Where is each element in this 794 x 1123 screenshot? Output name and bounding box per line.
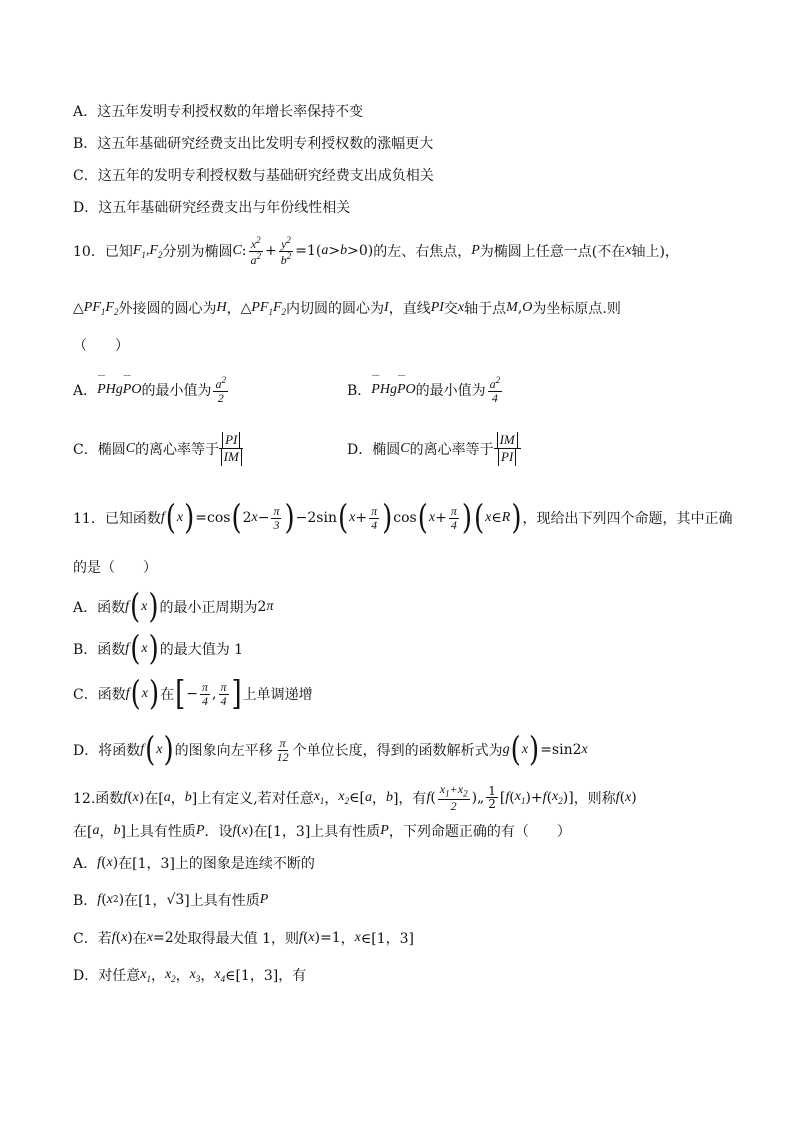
- q10-stem-line1: 10．已知 $F_1,F_2$ 分别为椭圆 C : $\frac{x^2}{a^2}$ + $\frac{y^2}{b^2}$ =1( a > b >0) 的左、右焦点， P 为椭圆上任意一点(不在 x 轴上)，: [73, 235, 679, 267]
- q10-text: 的离心率等于: [409, 441, 494, 458]
- math-vector-po: ⌣⌣ PO: [397, 382, 416, 398]
- q12-text: ∈[1，3]，有: [225, 968, 307, 984]
- q12-text: ，则称: [573, 790, 616, 807]
- q9-option-b-text: B．这五年基础研究经费支出比发明专利授权数的涨幅更大: [73, 136, 434, 152]
- q11-option-c: C．函数 f ( x ) 在 [ − $\frac{\pi}{4}$ , $\frac{\pi}{4}$ ] 上单调递增: [73, 674, 313, 714]
- q9-option-d-text: D．这五年基础研究经费支出与年份线性相关: [73, 200, 351, 216]
- q12-option-label: D．对任意: [73, 968, 141, 984]
- q10-option-b: B． ⌣⌣ PH g ⌣⌣ PO 的最小值为 $\frac{a^2}{4}$: [347, 376, 504, 404]
- math-fraction: $\frac{x_1+x_2}{2}$: [439, 782, 468, 813]
- q10-text: 内切圆的圆心为: [286, 301, 385, 317]
- q11-text: 上单调递增: [242, 687, 313, 704]
- q10-text: 的离心率等于: [135, 441, 220, 458]
- q12-text: 在: [132, 931, 147, 947]
- q10-option-d: D．椭圆 C 的离心率等于 $\frac{IM}{PI}$: [347, 432, 521, 466]
- q12-text: ，下列命题正确的有（ ）: [388, 824, 571, 840]
- q12-text: 在[1，3]上的图象是连续不断的: [118, 856, 315, 872]
- q11-option-b: B．函数 f ( x ) 的最大值为 1: [73, 629, 244, 669]
- q10-text: 为椭圆上任意一点(不在: [479, 244, 626, 261]
- q12-text: 处取得最大值 1，则: [173, 931, 299, 947]
- q9-option-a: [73, 101, 363, 121]
- q12-text: ]上具有性质: [184, 893, 260, 909]
- math-fraction: $\frac{\pi}{4}$: [220, 680, 227, 708]
- q11-text: 的最小正周期为: [159, 600, 258, 616]
- math-fraction: $\frac{\pi}{4}$: [371, 504, 378, 532]
- math-fraction: $\frac{\pi}{4}$: [450, 504, 457, 532]
- q10-option-label: D．椭圆: [347, 441, 401, 458]
- q11-text: 个单位长度，得到的函数解析式为: [292, 743, 503, 760]
- q10-text: 轴上)，: [631, 244, 679, 261]
- q11-option-label: D．将函数: [73, 743, 141, 760]
- q10-option-label: C．椭圆: [73, 441, 126, 458]
- q12-text: 在[1，: [124, 893, 167, 909]
- math-fraction: $\frac{\pi}{3}$: [273, 504, 280, 532]
- q10-text: 交: [443, 301, 458, 317]
- math-f1f2: $F_1,F_2$: [132, 242, 163, 260]
- q10-text: 轴于点: [464, 301, 507, 317]
- answer-blank: （ ）: [73, 338, 129, 354]
- q12-text: 在[1，3]上具有性质: [253, 824, 381, 840]
- q12-option-d: D．对任意 $x_1$ ， $x_2$ ， $x_3$ ， $x_4$ ∈[1，3]，有: [73, 966, 307, 984]
- q12-text: ，: [324, 790, 339, 807]
- q11-text: 的图象向左平移: [174, 743, 273, 760]
- q12-option-label: C．若: [73, 931, 112, 947]
- q11-option-d: D．将函数 f ( x ) 的图象向左平移 $\frac{\pi}{12}$ 个单位长度，得到的函数解析式为 g ( x ) =sin2 x: [73, 730, 588, 770]
- q10-option-label: A．: [73, 383, 98, 400]
- math-fraction: $\frac{\pi}{4}$: [202, 680, 209, 708]
- math-function-definition: f: [160, 510, 165, 526]
- q10-stem-line2: △ $PF_1F_2$ 外接圆的圆心为 H ， △ $PF_1F_2$ 内切圆的圆心为 I ，直线 PI 交 x 轴于点 M , O 为坐标原点.则: [73, 299, 621, 317]
- q11-text: 的最大值为 1: [159, 642, 244, 658]
- q12-text: ，: [99, 824, 114, 840]
- q9-option-b: [73, 133, 433, 153]
- q10-answer-paren: [73, 335, 129, 355]
- q9-option-c-text: C．这五年的发明专利授权数与基础研究经费支出成负相关: [73, 168, 434, 184]
- math-fraction: $\frac{a^2}{4}$: [489, 375, 501, 405]
- q9-option-c: [73, 165, 434, 185]
- q12-stem-line1: 12.函数 f ( x ) 在[ a ， b ]上有定义,若对任意 $x_1$ ， $x_2$ ∈[ a ， b ]，有 f ( $\frac{x_1+x_2}{2}$ )„ $\frac{1}{2}$ [ f ( $x_1$ )+ f ( $x_2$ )] ，则称 f ( x ): [73, 782, 637, 813]
- q12-text: ，: [340, 931, 355, 947]
- q10-text: 外接圆的圆心为: [118, 301, 217, 317]
- math-ellipse-equation: :: [241, 243, 247, 260]
- q12-option-label: A．: [73, 856, 98, 872]
- math-ellipse-equation: C: [232, 243, 242, 259]
- math-vector-po: ⌣⌣ PO: [123, 382, 142, 398]
- q12-option-b: B． f ( x 2 ) 在[1， √3 ]上具有性质 P: [73, 892, 269, 909]
- math-vector-ph: ⌣⌣ PH: [97, 382, 116, 398]
- q9-option-a-text: A．这五年发明专利授权数的年增长率保持不变: [73, 104, 364, 120]
- q12-option-a: A． f ( x ) 在[1，3]上的图象是连续不断的: [73, 855, 315, 872]
- q10-text: 10．已知: [73, 244, 133, 261]
- q10-text: ，: [226, 301, 241, 317]
- math-fraction: $\frac{PI}{IM}$: [219, 432, 243, 466]
- triangle-symbol: △: [73, 300, 84, 316]
- q12-text: 12.函数: [73, 790, 124, 807]
- q12-text: ．设: [204, 824, 233, 840]
- q10-option-a: A． ⌣⌣ PH g ⌣⌣ PO 的最小值为 $\frac{a^2}{2}$: [73, 376, 230, 404]
- q12-text: 在[: [73, 824, 93, 840]
- q11-text: ，现给出下列四个命题，其中正确: [522, 511, 733, 528]
- q12-text: ]上有定义,若对任意: [191, 790, 314, 807]
- q11-stem-line2: [73, 557, 157, 577]
- q10-option-c: C．椭圆 C 的离心率等于 $\frac{PI}{IM}$: [73, 432, 243, 466]
- q11-text: 的是（ ）: [73, 560, 157, 576]
- math-vector-ph: ⌣⌣ PH: [371, 382, 390, 398]
- q12-option-c: C．若 f ( x ) 在 x =2 处取得最大值 1，则 f ( x )=1 ， x ∈[1，3]: [73, 930, 414, 947]
- math-fraction: $\frac{x^2}{a^2}$: [250, 235, 262, 267]
- q10-text: 为坐标原点.则: [532, 301, 621, 317]
- math-fraction: $\frac{IM}{PI}$: [494, 432, 521, 466]
- q12-text: ∈[: [349, 789, 365, 806]
- q12-option-label: B．: [73, 893, 98, 909]
- q12-text: ，: [371, 790, 386, 807]
- q11-option-label: C．函数: [73, 687, 126, 704]
- q11-text: 在: [160, 687, 175, 704]
- q11-option-a: A．函数 f ( x ) 的最小正周期为 2 π: [73, 587, 274, 627]
- math-fraction: $\frac{1}{2}$: [488, 783, 496, 812]
- q12-stem-line2: 在[ a ， b ]上具有性质 P ．设 f ( x ) 在[1，3]上具有性质 P ，下列命题正确的有（ ）: [73, 823, 571, 840]
- q12-text: ，: [170, 790, 185, 807]
- q10-text: 的最小值为: [141, 383, 212, 400]
- q11-stem-line1: 11．已知函数 f ( x ) =cos ( 2 x − $\frac{\pi}{3}$ ) −2sin ( x + $\frac{\pi}{4}$ ) cos ( x + $\frac{\pi}{4}$ ) ( x ∈ R ) ，现给出下列四个命题，其中正确: [73, 498, 733, 538]
- triangle-symbol: △: [240, 300, 252, 316]
- q11-option-label: B．函数: [73, 642, 126, 658]
- q9-option-d: [73, 197, 350, 217]
- q10-text: ，直线: [388, 301, 431, 317]
- q12-text: 在[: [144, 790, 164, 807]
- q11-option-label: A．函数: [73, 600, 126, 616]
- q12-text: ]上具有性质: [120, 824, 196, 840]
- q10-text: 的最小值为: [415, 383, 486, 400]
- q11-text: 11．已知函数: [73, 511, 161, 528]
- q10-text: 的左、右焦点，: [373, 244, 472, 261]
- q10-text: 分别为椭圆: [162, 244, 233, 261]
- q12-text: ]，有: [392, 790, 427, 807]
- q10-option-label: B．: [347, 383, 372, 400]
- math-fraction: $\frac{y^2}{b^2}$: [280, 235, 292, 267]
- math-fraction: $\frac{\pi}{12}$: [276, 736, 289, 764]
- math-fraction: $\frac{a^2}{2}$: [215, 375, 226, 405]
